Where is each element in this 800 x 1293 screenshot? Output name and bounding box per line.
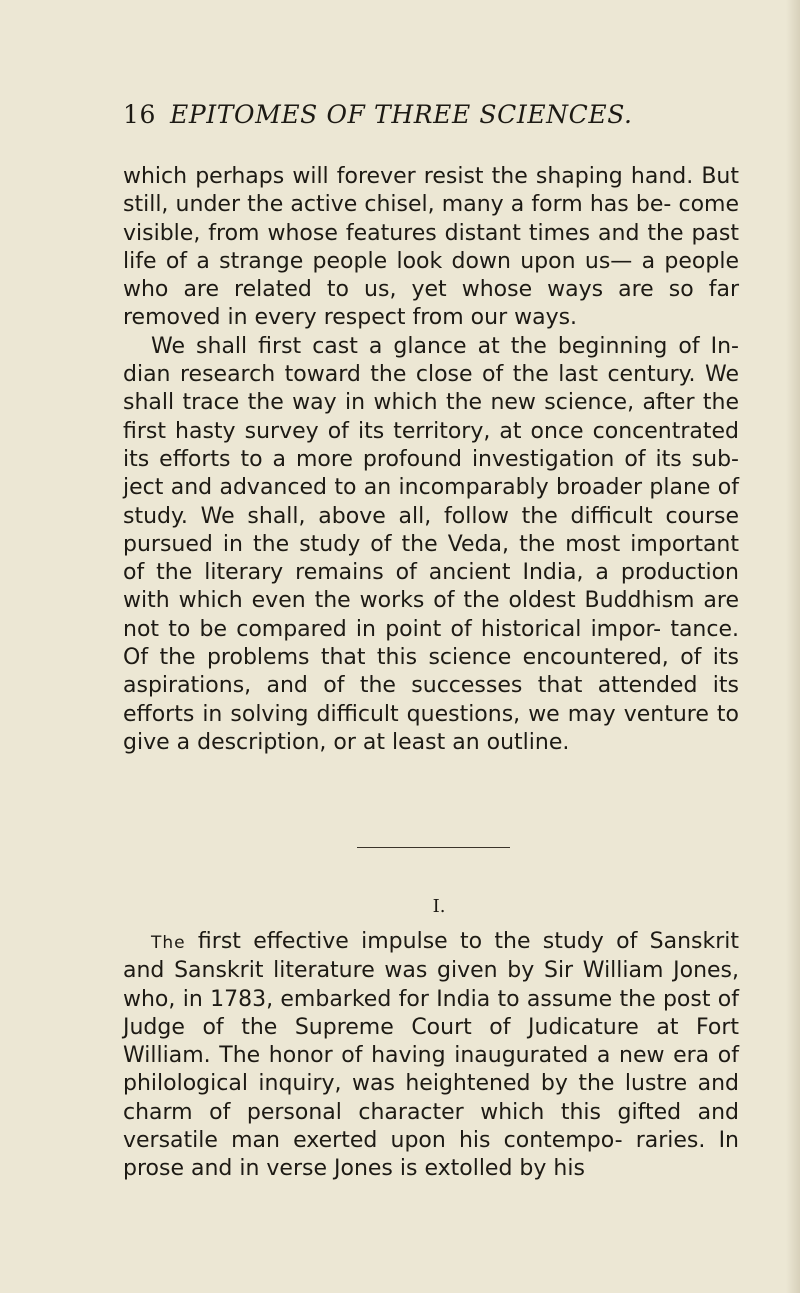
section-divider <box>357 847 510 848</box>
page-edge-shadow <box>786 0 800 1293</box>
small-caps-lead: The <box>151 933 186 953</box>
paragraph: which perhaps will forever resist the shaping hand. But still, under the active chisel, many a form has be- come visible, from whose features distant times and the past life of a strange people look down upon us— a people who are related to us, yet whose ways are so far removed in every respect from our ways. <box>123 164 739 331</box>
paragraph <box>123 928 739 1184</box>
paragraph-text: first effective impulse to the study of Sanskrit and Sanskrit literature was given by Sir William Jones, who, in 1783, embarked for India to assume the post of Judge of the Supreme Court of Judicature at Fort William. The honor of having inaugurated a new era of philological inquiry, was heightened by the lustre and charm of personal character which this gifted and versatile man exerted upon his contempo- raries. In prose and in verse Jones is extolled by his <box>123 929 739 1182</box>
body-text-top <box>123 163 739 757</box>
running-title: EPITOMES OF THREE SCIENCES. <box>170 100 633 129</box>
page-number: 16 <box>123 100 157 129</box>
section-number: I. <box>432 896 446 917</box>
paragraph: We shall first cast a glance at the beginning of In- dian research toward the close of the last century. We shall trace the way in which the new science, after the first hasty survey of its territory, at once concentrated its efforts to a more profound investigation of its sub- ject and advanced to an incomparably broader plane of study. We shall, above all, follow the difficult course pursued in the study of the Veda, the most important of the literary remains of ancient India, a production with which even the works of the oldest Buddhism are not to be compared in point of historical impor- tance. Of the problems that this science encountered, of its aspirations, and of the successes that attended its efforts in solving difficult questions, we may venture to give a description, or at least an outline. <box>123 333 739 755</box>
running-head <box>123 100 743 129</box>
body-text-section <box>123 928 739 1184</box>
